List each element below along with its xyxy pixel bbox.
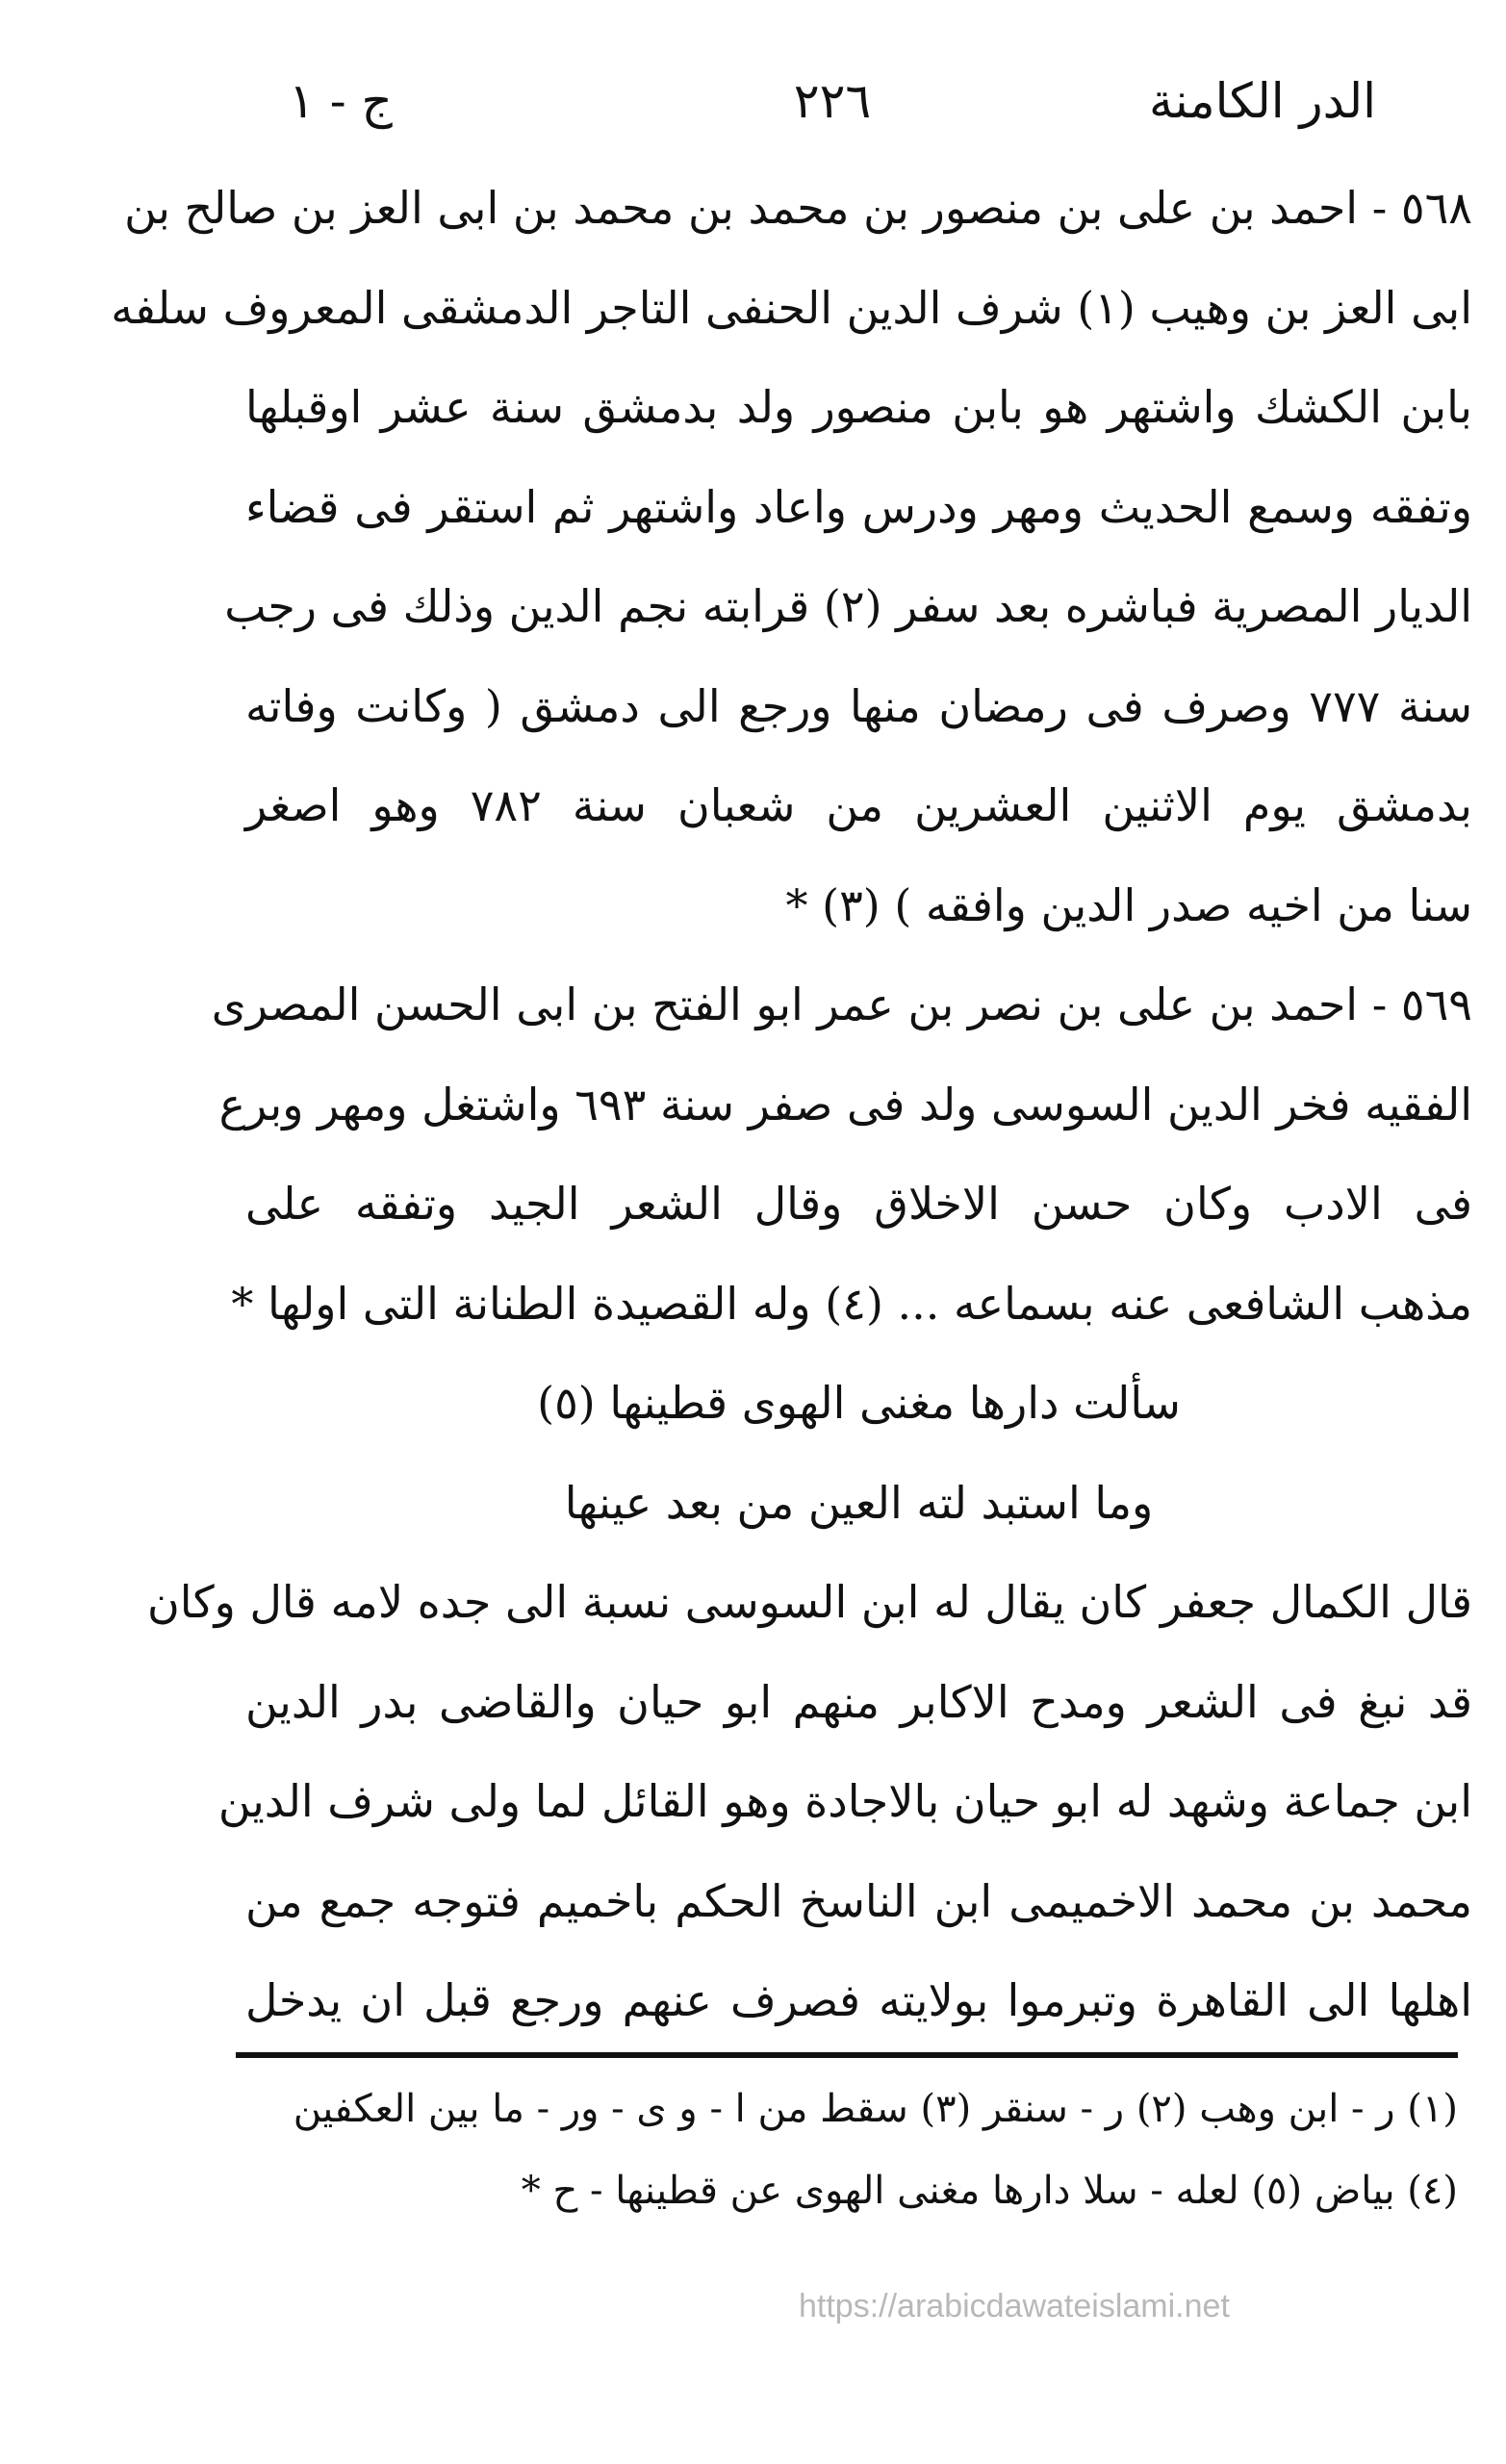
text-line: ٥٦٨ - احمد بن على بن منصور بن محمد بن محمد بن ابى العز بن صالح بن bbox=[124, 182, 1472, 234]
verse-line: سألت دارها مغنى الهوى قطينها (٥) bbox=[537, 1377, 1181, 1429]
page-number: ٢٢٦ bbox=[793, 73, 872, 129]
text-line: ٥٦٩ - احمد بن على بن نصر بن عمر ابو الفتح بن ابى الحسن المصرى bbox=[211, 978, 1472, 1030]
text-line: سنا من اخيه صدر الدين وافقه ) (٣) * bbox=[785, 878, 1472, 931]
watermark-url: https://arabicdawateislami.net bbox=[799, 2288, 1230, 2324]
text-line: قد نبغ فى الشعر ومدح الاكابر منهم ابو حيان والقاضى بدر الدين bbox=[245, 1675, 1472, 1728]
running-header bbox=[289, 58, 1376, 144]
main-text bbox=[111, 159, 1472, 2051]
footnote-divider bbox=[236, 2052, 1458, 2058]
footnotes bbox=[236, 2069, 1458, 2232]
text-line: مذهب الشافعى عنه بسماعه ... (٤) وله القصيدة الطنانة التى اولها * bbox=[231, 1277, 1472, 1330]
text-line: وتفقه وسمع الحديث ومهر ودرس واعاد واشتهر ثم استقر فى قضاء bbox=[245, 480, 1472, 533]
text-line: بابن الكشك واشتهر هو بابن منصور ولد بدمشق سنة عشر اوقبلها bbox=[245, 381, 1472, 433]
verse bbox=[245, 1354, 1472, 1553]
text-line: اهلها الى القاهرة وتبرموا بولايته فصرف عنهم ورجع قبل ان يدخل bbox=[245, 1974, 1472, 2026]
verse-line: وما استبد لته العين من بعد عينها bbox=[564, 1476, 1154, 1529]
text-line: فى الادب وكان حسن الاخلاق وقال الشعر الجيد وتفقه على bbox=[245, 1178, 1472, 1230]
footnote-line: (٤) بياض (٥) لعله - سلا دارها مغنى الهوى عن قطينها - ح * bbox=[521, 2169, 1458, 2213]
book-title: الدر الكامنة bbox=[1148, 73, 1376, 129]
entry-568 bbox=[111, 159, 1472, 955]
text-line: محمد بن محمد الاخميمى ابن الناسخ الحكم باخميم فتوجه جمع من bbox=[245, 1874, 1472, 1927]
text-line: قال الكمال جعفر كان يقال له ابن السوسى نسبة الى جده لامه قال وكان bbox=[146, 1576, 1472, 1628]
text-line: الديار المصرية فباشره بعد سفر (٢) قرابته نجم الدين وذلك فى رجب bbox=[224, 580, 1472, 632]
entry-569 bbox=[211, 955, 1472, 1354]
volume-label: ج - ١ bbox=[289, 73, 393, 129]
text-line: ابى العز بن وهيب (١) شرف الدين الحنفى التاجر الدمشقى المعروف سلفه bbox=[111, 281, 1472, 334]
continuation-paragraph bbox=[146, 1553, 1472, 2051]
text-line: الفقيه فخر الدين السوسى ولد فى صفر سنة ٦٩٣ واشتغل ومهر وبرع bbox=[218, 1078, 1472, 1130]
footnote-line: (١) ر - ابن وهب (٢) ر - سنقر (٣) سقط من ا - و ى - ور - ما بين العكفين bbox=[293, 2087, 1458, 2131]
text-line: ابن جماعة وشهد له ابو حيان بالاجادة وهو القائل لما ولى شرف الدين bbox=[217, 1775, 1472, 1827]
text-line: بدمشق يوم الاثنين العشرين من شعبان سنة ٧٨٢ وهو اصغر bbox=[245, 779, 1472, 831]
text-line: سنة ٧٧٧ وصرف فى رمضان منها ورجع الى دمشق ( وكانت وفاته bbox=[245, 679, 1472, 732]
